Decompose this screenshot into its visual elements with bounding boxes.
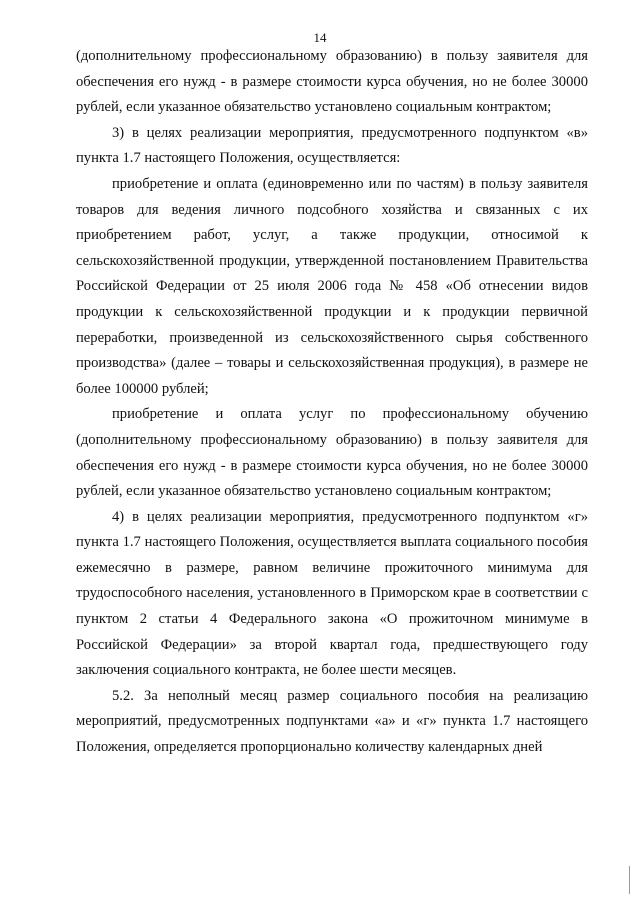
paragraph: 4) в целях реализации мероприятия, предусмотренного подпунктом «г» пункта 1.7 настоящего Положения, осуществляется выплата социального пособия ежемесячно в размере, равном величине прожиточного минимума для трудоспособного населения, установленного в Приморском крае в соответствии с пунктом 2 статьи 4 Федерального закона «О прожиточном минимуме в Российской Федерации» за второй квартал года, предшествующего году заключения социального контракта, не более шести месяцев. — [76, 508, 588, 679]
scan-edge-mark — [629, 866, 630, 894]
paragraph: 5.2. За неполный месяц размер социального пособия на реализацию мероприятий, предусмотренных подпунктами «а» и «г» пункта 1.7 настоящего Положения, определяется пропорционально количеству календарных дней — [76, 687, 588, 756]
paragraph: 3) в целях реализации мероприятия, предусмотренного подпунктом «в» пункта 1.7 настоящего Положения, осуществляется: — [76, 124, 588, 167]
paragraph: приобретение и оплата (единовременно или по частям) в пользу заявителя товаров для ведения личного подсобного хозяйства и связанных с их приобретением работ, услуг, а также продукции, относимой к сельскохозяйственной продукции, утвержденной постановлением Правительства Российской Федерации от 25 июля 2006 года № 458 «Об отнесении видов продукции к сельскохозяйственной продукции и к продукции первичной переработки, произведенной из сельскохозяйственного сырья собственного производства» (далее – товары и сельскохозяйственная продукция), в размере не более 100000 рублей; — [76, 175, 588, 397]
document-body — [76, 44, 588, 761]
page-number: 14 — [313, 30, 327, 45]
paragraph: приобретение и оплата услуг по профессиональному обучению (дополнительному профессиональному образованию) в пользу заявителя для обеспечения его нужд - в размере стоимости курса обучения, но не более 30000 рублей, если указанное обязательство установлено социальным контрактом; — [76, 406, 588, 500]
paragraph: (дополнительному профессиональному образованию) в пользу заявителя для обеспечения его нужд - в размере стоимости курса обучения, но не более 30000 рублей, если указанное обязательство установлено социальным контрактом; — [76, 48, 588, 116]
